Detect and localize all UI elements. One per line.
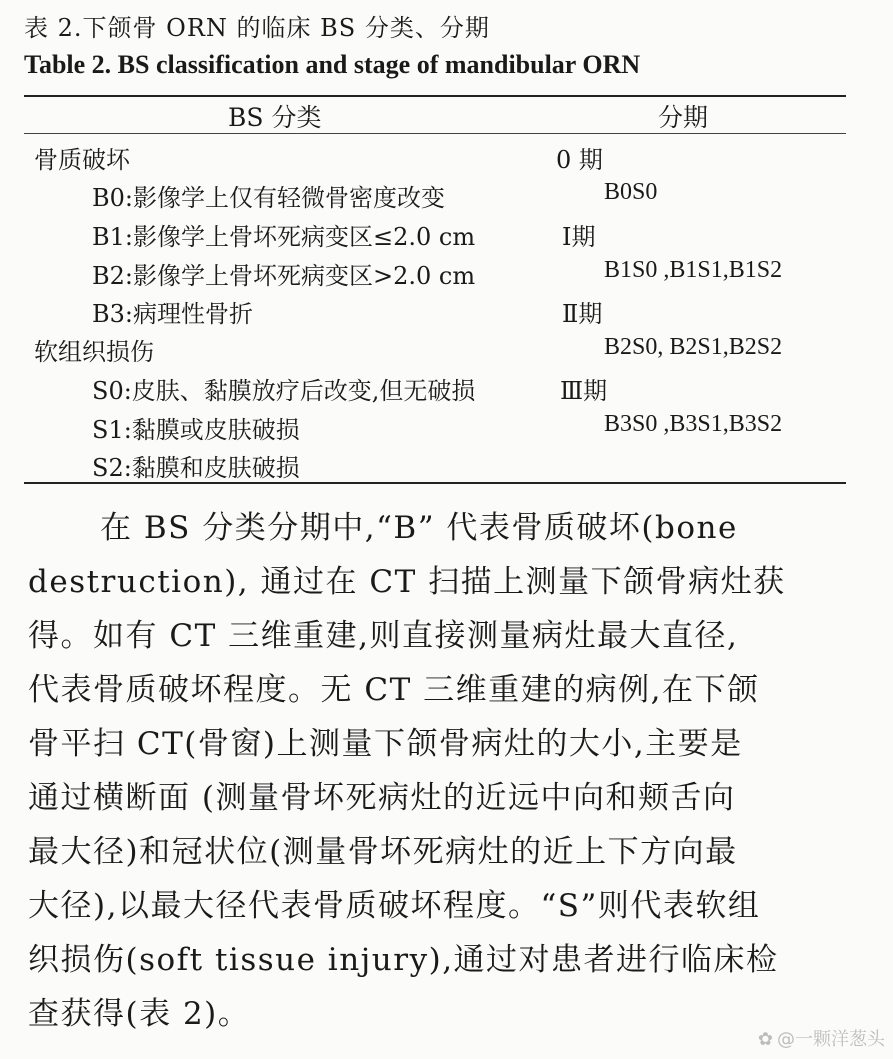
- table-cell-stage-2-combos: B2S0, B2S1,B2S2: [604, 334, 783, 360]
- table-caption-chinese: 表 2.下颌骨 ORN 的临床 BS 分类、分期: [24, 14, 490, 42]
- paragraph-line: 织损伤(soft tissue injury),通过对患者进行临床检: [28, 942, 779, 978]
- table-header-rule: [24, 133, 846, 134]
- paragraph-line: 查获得(表 2)。: [28, 996, 251, 1032]
- table-caption-english: Table 2. BS classification and stage of mandibular ORN: [24, 50, 641, 79]
- table-cell-stage-1-combos: B1S0 ,B1S1,B1S2: [604, 257, 783, 283]
- table-cell-stage-3: Ⅲ期: [560, 377, 608, 405]
- table-cell-stage-2: Ⅱ期: [562, 300, 603, 328]
- table-header-stage: 分期: [658, 103, 709, 132]
- paragraph-line: 骨平扫 CT(骨窗)上测量下颌骨病灶的大小,主要是: [28, 726, 743, 762]
- watermark: [758, 1025, 885, 1051]
- table-cell-s0: S0:皮肤、黏膜放疗后改变,但无破损: [92, 377, 476, 405]
- table-cell-b2: B2:影像学上骨坏死病变区>2.0 cm: [92, 262, 476, 290]
- table-header-classification: BS 分类: [228, 103, 322, 132]
- table-cell-s1: S1:黏膜或皮肤破损: [92, 416, 300, 444]
- weibo-flower-icon: ✿: [757, 1029, 773, 1050]
- paragraph-line: 代表骨质破坏程度。无 CT 三维重建的病例,在下颌: [28, 672, 760, 708]
- paragraph-line: 通过横断面 (测量骨坏死病灶的近远中向和颊舌向: [28, 780, 736, 816]
- watermark-text: @一颗洋葱头: [777, 1029, 885, 1050]
- table-cell-stage-3-combos: B3S0 ,B3S1,B3S2: [604, 411, 783, 437]
- table-cell-stage-0: 0 期: [556, 146, 603, 174]
- paragraph-line: 大径),以最大径代表骨质破坏程度。“S”则代表软组: [28, 888, 761, 924]
- table-cell-b3: B3:病理性骨折: [92, 300, 253, 328]
- table-cell-category-soft-tissue: 软组织损伤: [34, 338, 154, 366]
- paragraph-line: destruction), 通过在 CT 扫描上测量下颌骨病灶获: [28, 564, 786, 600]
- table-cell-b0: B0:影像学上仅有轻微骨密度改变: [92, 184, 445, 212]
- table-cell-stage-1: Ⅰ期: [562, 223, 596, 251]
- table-top-rule: [24, 95, 846, 97]
- table-cell-category-bone: 骨质破坏: [34, 146, 130, 174]
- table-cell-stage-0-combo: B0S0: [604, 179, 658, 205]
- paragraph-line: 得。如有 CT 三维重建,则直接测量病灶最大直径,: [28, 618, 739, 654]
- paragraph-line: 在 BS 分类分期中,“B” 代表骨质破坏(bone: [100, 510, 738, 546]
- table-cell-s2: S2:黏膜和皮肤破损: [92, 454, 300, 482]
- table-cell-b1: B1:影像学上骨坏死病变区≤2.0 cm: [92, 223, 476, 251]
- paragraph-line: 最大径)和冠状位(测量骨坏死病灶的近上下方向最: [28, 834, 738, 870]
